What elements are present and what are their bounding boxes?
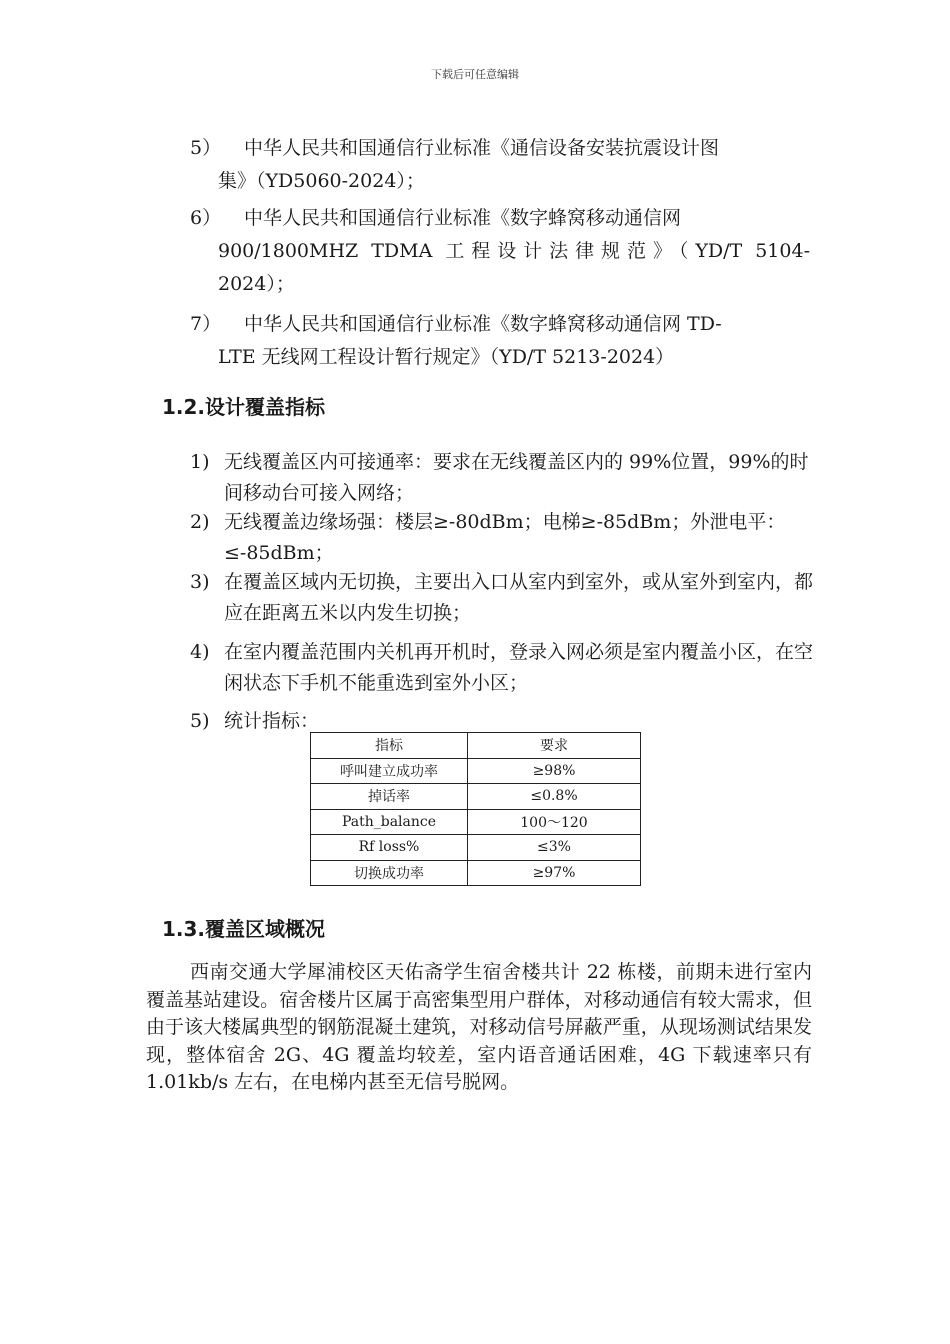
table-cell: ≤3%: [468, 835, 641, 861]
criterion-text: 统计指标：: [224, 710, 320, 732]
table-cell: 呼叫建立成功率: [311, 758, 468, 784]
table-cell: Rf loss%: [311, 835, 468, 861]
table-row: [311, 758, 641, 784]
criterion-text: 无线覆盖区内可接通率：要求在无线覆盖区内的 99%位置，99%的时间移动台可接入网络；: [224, 451, 809, 504]
table-header-row: [311, 733, 641, 759]
criterion-item: [190, 507, 820, 569]
table-cell: 100～120: [468, 809, 641, 835]
reference-number: 6）: [190, 207, 222, 229]
reference-text-cont: 集》（YD5060-2024）；: [218, 170, 425, 192]
table-header-cell: 要求: [468, 733, 641, 759]
criterion-item: [190, 637, 820, 699]
reference-item: [190, 132, 810, 198]
table-row: [311, 809, 641, 835]
table-row: [311, 835, 641, 861]
table-cell: Path_balance: [311, 809, 468, 835]
criterion-text: 无线覆盖边缘场强：楼层≥-80dBm；电梯≥-85dBm；外泄电平：≤-85dBm；: [224, 511, 786, 564]
reference-text-cont: LTE 无线网工程设计暂行规定》（YD/T 5213-2024）: [218, 346, 675, 368]
table-cell: ≤0.8%: [468, 784, 641, 810]
criterion-number: 1): [190, 451, 210, 473]
reference-text: 中华人民共和国通信行业标准《数字蜂窝移动通信网: [244, 207, 682, 229]
table-row: [311, 860, 641, 886]
criterion-text: 在室内覆盖范围内关机再开机时，登录入网必须是室内覆盖小区，在空闲状态下手机不能重选到室外小区；: [224, 641, 814, 694]
statistics-table: [310, 732, 641, 886]
table-cell: 切换成功率: [311, 860, 468, 886]
section-heading: 1.2.设计覆盖指标: [162, 395, 326, 419]
criterion-number: 4): [190, 641, 210, 663]
table-row: [311, 784, 641, 810]
table-cell: ≥98%: [468, 758, 641, 784]
criterion-number: 2): [190, 511, 210, 533]
table-cell: ≥97%: [468, 860, 641, 886]
reference-item: [190, 308, 810, 374]
table-cell: 掉话率: [311, 784, 468, 810]
table-header-cell: 指标: [311, 733, 468, 759]
criterion-number: 3): [190, 571, 210, 593]
criterion-item: [190, 567, 820, 629]
reference-text: 中华人民共和国通信行业标准《通信设备安装抗震设计图: [244, 137, 720, 159]
section-heading: 1.3.覆盖区域概况: [162, 917, 326, 941]
criterion-item: [190, 447, 820, 509]
criterion-text: 在覆盖区域内无切换，主要出入口从室内到室外，或从室外到室内，都应在距离五米以内发生切换；: [224, 571, 814, 624]
reference-text-cont: 2024）；: [218, 273, 295, 295]
reference-text: 中华人民共和国通信行业标准《数字蜂窝移动通信网 TD-: [244, 313, 722, 335]
criterion-number: 5): [190, 710, 210, 732]
reference-text-cont: 900/1800MHZ TDMA 工程设计法律规范》（YD/T 5104-: [218, 240, 810, 262]
overview-paragraph: 西南交通大学犀浦校区天佑斋学生宿舍楼共计 22 栋楼，前期未进行室内覆盖基站建设。宿舍楼片区属于高密集型用户群体，对移动通信有较大需求，但由于该大楼属典型的钢筋混凝土建筑，对移动信号屏蔽严重，从现场测试结果发现，整体宿舍 2G、4G 覆盖均较差，室内语音通话困难，4G 下载速率只有 1.01kb/s 左右，在电梯内甚至无信号脱网。: [146, 961, 812, 1093]
reference-number: 7）: [190, 313, 222, 335]
reference-item: [190, 202, 810, 301]
reference-number: 5）: [190, 137, 222, 159]
page-header: 下载后可任意编辑: [431, 68, 519, 81]
